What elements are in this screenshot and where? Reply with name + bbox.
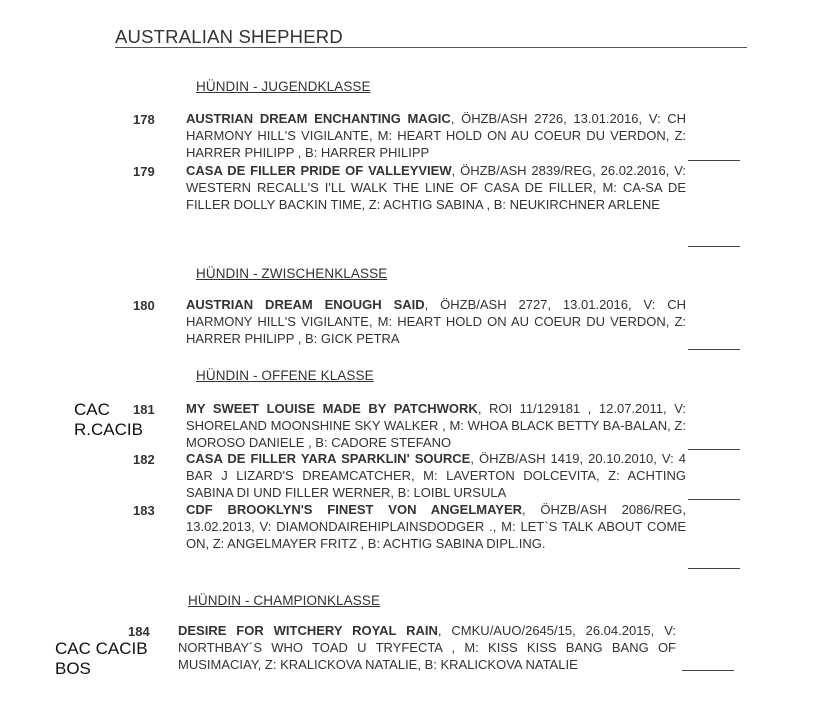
registration: , ÖHZB/ASH 2086/REG, 13.02.2013, bbox=[186, 502, 686, 534]
dog-name: MY SWEET LOUISE MADE BY PATCHWORK bbox=[186, 401, 478, 416]
dog-name: CASA DE FILLER YARA SPARKLIN' SOURCE bbox=[186, 451, 471, 466]
entry-179 bbox=[186, 162, 686, 213]
result-line bbox=[688, 449, 740, 450]
entry-number: 179 bbox=[133, 164, 155, 179]
entry-number: 180 bbox=[133, 298, 155, 313]
result-line bbox=[682, 670, 734, 671]
entry-number: 178 bbox=[133, 112, 155, 127]
registration: , ÖHZB/ASH 2839/REG, 26.02.2016, bbox=[451, 163, 670, 178]
entry-180 bbox=[186, 296, 686, 347]
entry-183 bbox=[186, 501, 686, 552]
registration: , ÖHZB/ASH 2726, 13.01.2016, bbox=[450, 111, 643, 126]
dog-name: CDF BROOKLYN'S FINEST VON ANGELMAYER bbox=[186, 502, 523, 517]
award-line: R.CACIB bbox=[74, 420, 143, 439]
award-184 bbox=[55, 639, 148, 679]
pedigree-details: V: CH HARMONY HILL'S VIGILANTE, M: HEART HOLD ON AU COEUR DU VERDON, Z: HARRER PHILIPP , B: HARRER PHILIPP bbox=[186, 111, 686, 160]
registration: , ÖHZB/ASH 1419, 20.10.2010, bbox=[470, 451, 657, 466]
award-line: BOS bbox=[55, 659, 91, 678]
entry-number: 182 bbox=[133, 452, 155, 467]
dog-name: AUSTRIAN DREAM ENOUGH SAID bbox=[186, 297, 425, 312]
class-heading-jugendklasse: HÜNDIN - JUGENDKLASSE bbox=[196, 79, 371, 94]
result-line bbox=[688, 499, 740, 500]
pedigree-details: V: NORTHBAY´S WHO TOAD U TRYFECTA , M: KISS KISS BANG BANG OF MUSIMACIAY, Z: KRALICKOVA NATALIE, B: KRALICKOVA NATALIE bbox=[178, 623, 676, 672]
pedigree-details: V: DIAMONDAIREHIPLAINSDODGER ., M: LET`S TALK ABOUT COME ON, Z: ANGELMAYER FRITZ , B: ACHTIG SABINA DIPL.ING. bbox=[186, 519, 686, 551]
pedigree-details: V: SHORELAND MOONSHINE SKY WALKER , M: WHOA BLACK BETTY BA-BALAN, Z: MOROSO DANIELE , B: CADORE STEFANO bbox=[186, 401, 686, 450]
entry-number: 181 bbox=[133, 402, 155, 417]
pedigree-details: V: WESTERN RECALL'S I'LL WALK THE LINE OF CASA DE FILLER, M: CA-SA DE FILLER DOLLY BACKIN TIME, Z: ACHTIG SABINA , B: NEUKIRCHNER ARLENE bbox=[186, 163, 686, 212]
result-line bbox=[688, 246, 740, 247]
breed-title: AUSTRALIAN SHEPHERD bbox=[115, 26, 343, 47]
entry-number: 184 bbox=[128, 624, 150, 639]
result-line bbox=[688, 568, 740, 569]
registration: , ROI 11/129181 , 12.07.2011, bbox=[477, 401, 667, 416]
registration: , ÖHZB/ASH 2727, 13.01.2016, bbox=[424, 297, 632, 312]
award-line: CAC bbox=[74, 400, 110, 419]
title-underline bbox=[115, 47, 747, 48]
dog-name: AUSTRIAN DREAM ENCHANTING MAGIC bbox=[186, 111, 451, 126]
entry-181 bbox=[186, 400, 686, 451]
entry-178 bbox=[186, 110, 686, 161]
dog-name: CASA DE FILLER PRIDE OF VALLEYVIEW bbox=[186, 163, 452, 178]
class-heading-championklasse: HÜNDIN - CHAMPIONKLASSE bbox=[188, 593, 381, 608]
result-line bbox=[688, 160, 740, 161]
class-heading-offene-klasse: HÜNDIN - OFFENE KLASSE bbox=[196, 368, 374, 383]
entry-number: 183 bbox=[133, 503, 155, 518]
entry-182 bbox=[186, 450, 686, 501]
pedigree-details: V: 4 BAR J LIZARD'S DREAMCATCHER, M: LAVERTON DOLCEVITA, Z: ACHTING SABINA DI UND FILLER WERNER, B: LOIBL URSULA bbox=[186, 451, 686, 500]
award-line: CAC CACIB bbox=[55, 639, 148, 658]
entry-184 bbox=[178, 622, 676, 673]
result-line bbox=[688, 349, 740, 350]
registration: , CMKU/AUO/2645/15, 26.04.2015, bbox=[437, 623, 655, 638]
class-heading-zwischenklasse: HÜNDIN - ZWISCHENKLASSE bbox=[196, 266, 388, 281]
dog-name: DESIRE FOR WITCHERY ROYAL RAIN bbox=[178, 623, 438, 638]
pedigree-details: V: CH HARMONY HILL'S VIGILANTE, M: HEART HOLD ON AU COEUR DU VERDON, Z: HARRER PHILIPP , B: GICK PETRA bbox=[186, 297, 686, 346]
